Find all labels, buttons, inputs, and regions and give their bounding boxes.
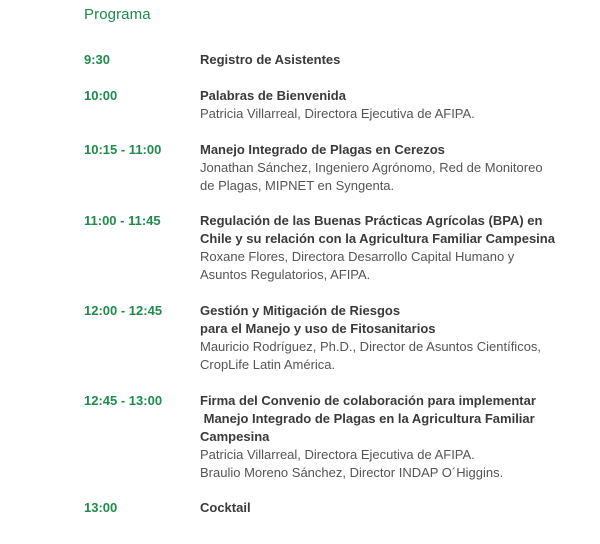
page-title: Programa (84, 6, 151, 23)
agenda-content (200, 392, 600, 482)
agenda-speaker: Asuntos Regulatorios, AFIPA. (200, 267, 371, 282)
agenda-speaker: Patricia Villarreal, Directora Ejecutiva de AFIPA. (200, 106, 475, 121)
agenda-content (200, 499, 600, 517)
agenda-title: Manejo Integrado de Plagas en Cerezos (200, 142, 445, 157)
agenda-title: Gestión y Mitigación de Riesgos (200, 303, 401, 318)
agenda-title: Regulación de las Buenas Prácticas Agrícolas (BPA) en (200, 213, 543, 228)
agenda-content (200, 87, 600, 123)
agenda-time: 10:15 - 11:00 (84, 142, 162, 157)
agenda-content (200, 51, 600, 69)
agenda-speaker: Jonathan Sánchez, Ingeniero Agrónomo, Red de Monitoreo (200, 160, 543, 175)
agenda-content (200, 302, 600, 374)
agenda-content (200, 212, 600, 284)
agenda-time: 13:00 (84, 500, 118, 515)
agenda-time: 9:30 (84, 52, 111, 67)
agenda-speaker: Roxane Flores, Directora Desarrollo Capital Humano y (200, 249, 515, 264)
agenda-speaker: CropLife Latin América. (200, 357, 336, 372)
agenda-title: Manejo Integrado de Plagas en la Agricultura Familiar (200, 411, 535, 426)
agenda-title: Palabras de Bienvenida (200, 88, 346, 103)
agenda-speaker: Patricia Villarreal, Directora Ejecutiva de AFIPA. (200, 447, 475, 462)
agenda-speaker: Mauricio Rodríguez, Ph.D., Director de Asuntos Científicos, (200, 339, 542, 354)
agenda-title: Registro de Asistentes (200, 52, 341, 67)
agenda-speaker: Braulio Moreno Sánchez, Director INDAP O´Higgins. (200, 465, 504, 480)
agenda-speaker: de Plagas, MIPNET en Syngenta. (200, 178, 395, 193)
agenda-title: para el Manejo y uso de Fitosanitarios (200, 321, 436, 336)
agenda-time: 12:00 - 12:45 (84, 303, 163, 318)
agenda-time: 10:00 (84, 88, 118, 103)
agenda-title: Campesina (200, 429, 270, 444)
agenda-time: 12:45 - 13:00 (84, 393, 163, 408)
agenda-title: Cocktail (200, 500, 251, 515)
agenda-content (200, 141, 600, 195)
agenda-time: 11:00 - 11:45 (84, 213, 161, 228)
agenda-title: Chile y su relación con la Agricultura Familiar Campesina (200, 231, 555, 246)
agenda-title: Firma del Convenio de colaboración para implementar (200, 393, 536, 408)
